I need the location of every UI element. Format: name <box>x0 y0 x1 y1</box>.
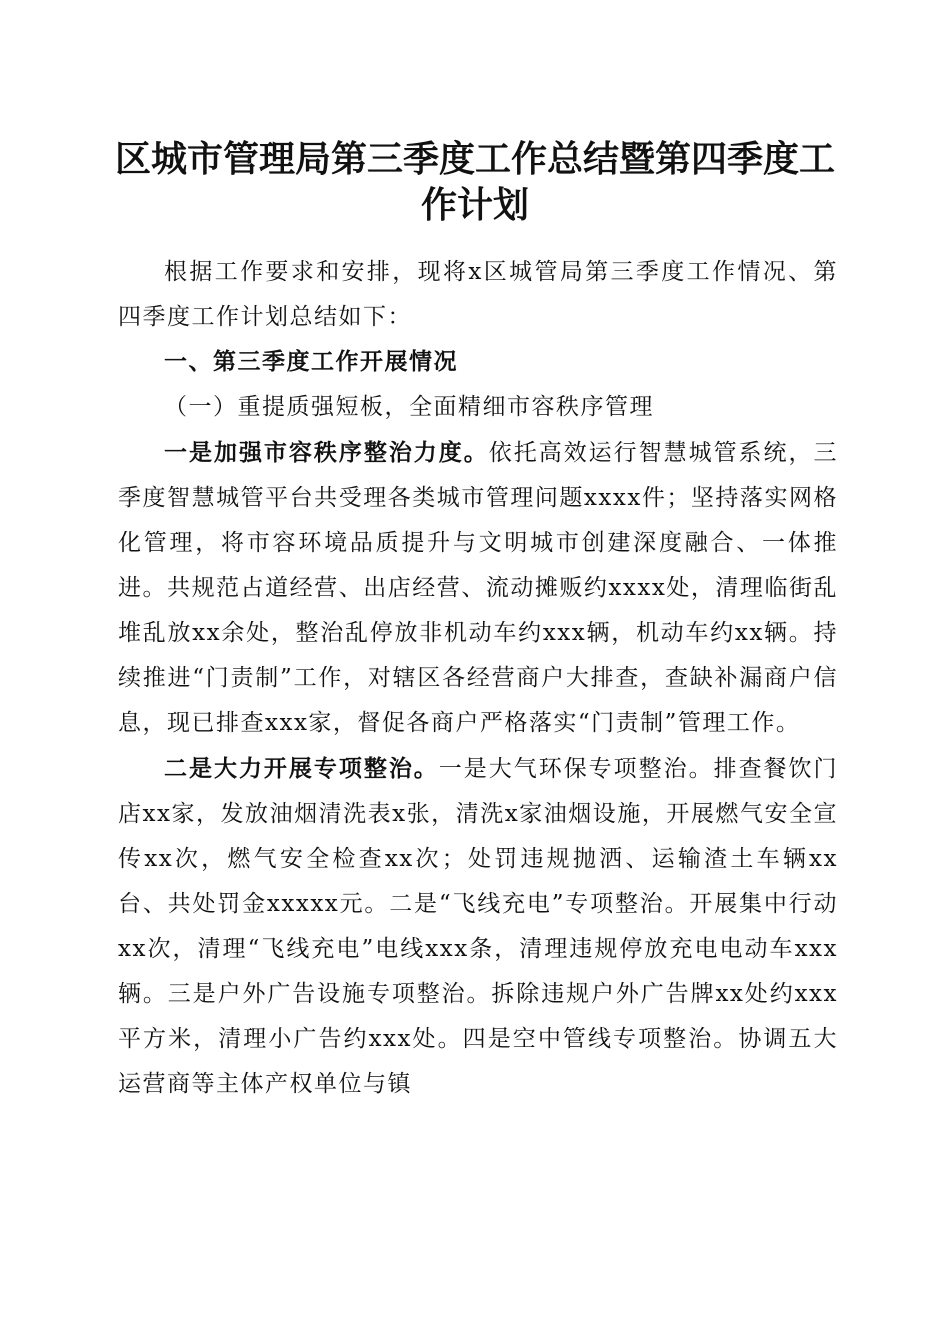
paragraph-2-lead: 二是大力开展专项整治。 <box>164 755 439 782</box>
paragraph-1-text: 依托高效运行智慧城管系统，三季度智慧城管平台共受理各类城市管理问题xxxx件；坚持落实网格化管理，将市容环境品质提升与文明城市创建深度融合、一体推进。共规范占道经营、出店经营、流动摊贩约xxxx处，清理临街乱堆乱放xx余处，整治乱停放非机动车约xxx辆，机动车约xx辆。持续推进“门责制”工作，对辖区各经营商户大排查，查缺补漏商户信息，现已排查xxx家，督促各商户严格落实“门责制”管理工作。 <box>118 440 839 736</box>
paragraph-2 <box>118 746 838 1107</box>
paragraph-1 <box>118 430 838 746</box>
document-body <box>118 250 838 1107</box>
paragraph-2-text: 一是大气环保专项整治。排查餐饮门店xx家，发放油烟清洗表x张，清洗x家油烟设施，开展燃气安全宣传xx次，燃气安全检查xx次；处罚违规抛洒、运输渣土车辆xx台、共处罚金xxxxx元。二是“飞线充电”专项整治。开展集中行动xx次，清理“飞线充电”电线xxx条，清理违规停放充电电动车xxx辆。三是户外广告设施专项整治。拆除违规户外广告牌xx处约xxx平方米，清理小广告约xxx处。四是空中管线专项整治。协调五大运营商等主体产权单位与镇 <box>118 756 839 1097</box>
section-heading-1: 一、第三季度工作开展情况 <box>164 349 458 375</box>
paragraph-1-lead: 一是加强市容秩序整治力度。 <box>164 439 489 466</box>
document-title: 区城市管理局第三季度工作总结暨第四季度工作计划 <box>114 138 835 226</box>
subsection-heading-1: （一）重提质强短板，全面精细市容秩序管理 <box>164 394 654 420</box>
intro-paragraph: 根据工作要求和安排，现将x区城管局第三季度工作情况、第四季度工作计划总结如下： <box>118 259 838 330</box>
